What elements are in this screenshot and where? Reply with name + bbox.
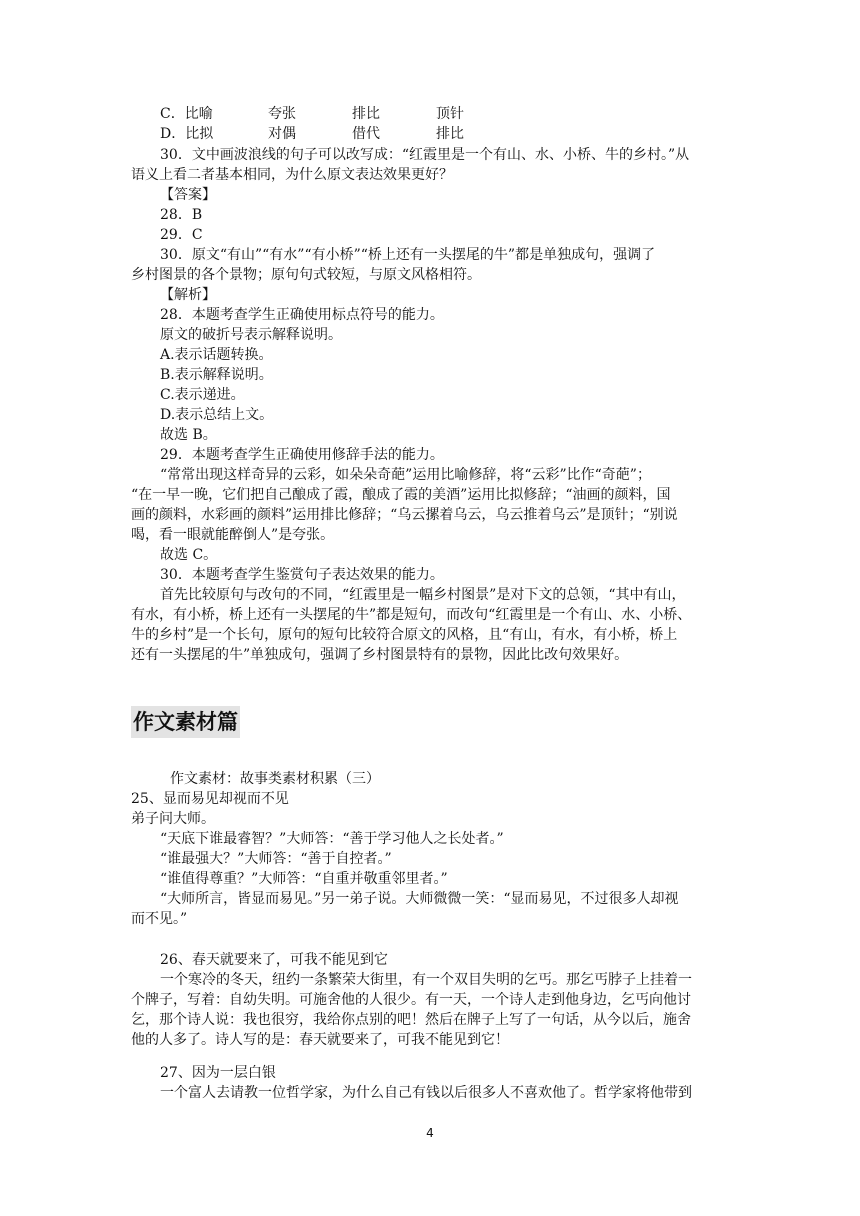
analysis-line: 还有一头摆尾的牛”单独成句，强调了乡村图景特有的景物，因此比改句效果好。 (131, 647, 629, 663)
option-d-row (160, 124, 464, 144)
question-30-line: 30．文中画波浪线的句子可以改写成：“红霞里是一个有山、水、小桥、牛的乡村。”从 (160, 147, 690, 163)
analysis-line: “在一早一晚，它们把自己酿成了霞，酿成了霞的美酒”运用比拟修辞；“油画的颜料，国 (131, 487, 671, 503)
analysis-line: A.表示话题转换。 (160, 347, 273, 363)
story-25-line: “大师所言，皆显而易见。”另一弟子说。大师微微一笑：“显而易见，不过很多人却视 (160, 891, 679, 907)
analysis-line: 故选 C。 (160, 547, 218, 563)
analysis-line: D.表示总结上文。 (160, 407, 274, 423)
answer-30-line: 乡村图景的各个景物；原句句式较短，与原文风格相符。 (131, 267, 481, 283)
answer-29: 29．C (160, 227, 203, 243)
analysis-line: 画的颜料，水彩画的颜料”运用排比修辞；“乌云摞着乌云，乌云推着乌云”是顶针；“别说 (131, 507, 678, 523)
story-26-line: 他的人多了。诗人写的是：春天就要来了，可我不能见到它！ (131, 1032, 509, 1048)
material-subtitle: 作文素材：故事类素材积累（三） (170, 771, 380, 787)
analysis-line: 喝，看一眼就能醉倒人”是夸张。 (131, 527, 335, 543)
story-25-line: 弟子问大师。 (131, 811, 215, 827)
analysis-line: “常常出现这样奇异的云彩，如朵朵奇葩”运用比喻修辞，将“云彩”比作“奇葩”； (160, 467, 651, 483)
analysis-line: 牛的乡村”是一个长句，原句的短句比较符合原文的风格，且“有山，有水，有小桥，桥上 (131, 627, 678, 643)
analysis-line: 有水，有小桥，桥上还有一头摆尾的牛”都是短句，而改句“红霞里是一个有山、水、小桥、 (131, 607, 692, 623)
option-c-item: 排比 (352, 106, 380, 122)
option-d-item: 排比 (436, 126, 464, 142)
analysis-line: 故选 B。 (160, 427, 217, 443)
story-26-title: 26、春天就要来了，可我不能见到它 (160, 952, 388, 968)
question-30-line: 语义上看二者基本相同，为什么原文表达效果更好？ (131, 167, 453, 183)
option-d-item: 借代 (352, 126, 380, 142)
story-27-line: 一个富人去请教一位哲学家，为什么自己有钱以后很多人不喜欢他了。哲学家将他带到 (160, 1085, 692, 1101)
story-26-line: 一个寒冷的冬天，纽约一条繁荣大街里，有一个双目失明的乞丐。那乞丐脖子上挂着一 (160, 972, 692, 988)
story-25-line: “谁值得尊重？”大师答：“自重并敬重邻里者。” (160, 871, 448, 887)
analysis-line: 原文的破折号表示解释说明。 (160, 327, 342, 343)
story-27-title: 27、因为一层白银 (160, 1065, 276, 1081)
answer-label: 【答案】 (160, 187, 216, 203)
analysis-line: 28．本题考查学生正确使用标点符号的能力。 (160, 307, 444, 323)
analysis-line: C.表示递进。 (160, 387, 245, 403)
story-25-title: 25、显而易见却视而不见 (131, 791, 289, 807)
story-26-line: 乞，那个诗人说：我也很穷，我给你点别的吧！然后在牌子上写了一句话，从今以后，施舍 (131, 1012, 691, 1028)
section-heading: 作文素材篇 (131, 706, 240, 738)
analysis-line: 首先比较原句与改句的不同，“红霞里是一幅乡村图景”是对下文的总领，“其中有山， (160, 587, 686, 603)
option-c-item: 夸张 (268, 106, 296, 122)
option-c-row (160, 104, 464, 124)
option-c-label: C．比喻 (160, 106, 213, 122)
option-d-item: 对偶 (268, 126, 296, 142)
option-d-label: D．比拟 (160, 126, 214, 142)
analysis-line: 29．本题考查学生正确使用修辞手法的能力。 (160, 447, 444, 463)
analysis-label: 【解析】 (160, 287, 216, 303)
analysis-line: 30．本题考查学生鉴赏句子表达效果的能力。 (160, 567, 444, 583)
option-c-item: 顶针 (436, 106, 464, 122)
story-25-line: “天底下谁最睿智？”大师答：“善于学习他人之长处者。” (160, 831, 504, 847)
answer-28: 28．B (160, 207, 203, 223)
answer-30-line: 30．原文“有山”“有水”“有小桥”“桥上还有一头摆尾的牛”都是单独成句，强调了 (160, 247, 656, 263)
page-number: 4 (426, 1126, 434, 1140)
story-25-line: “谁最强大？”大师答：“善于自控者。” (160, 851, 392, 867)
story-26-line: 个牌子，写着：自幼失明。可施舍他的人很少。有一天，一个诗人走到他身边，乞丐向他讨 (131, 992, 691, 1008)
story-25-line: 而不见。” (131, 911, 188, 927)
analysis-line: B.表示解释说明。 (160, 367, 273, 383)
